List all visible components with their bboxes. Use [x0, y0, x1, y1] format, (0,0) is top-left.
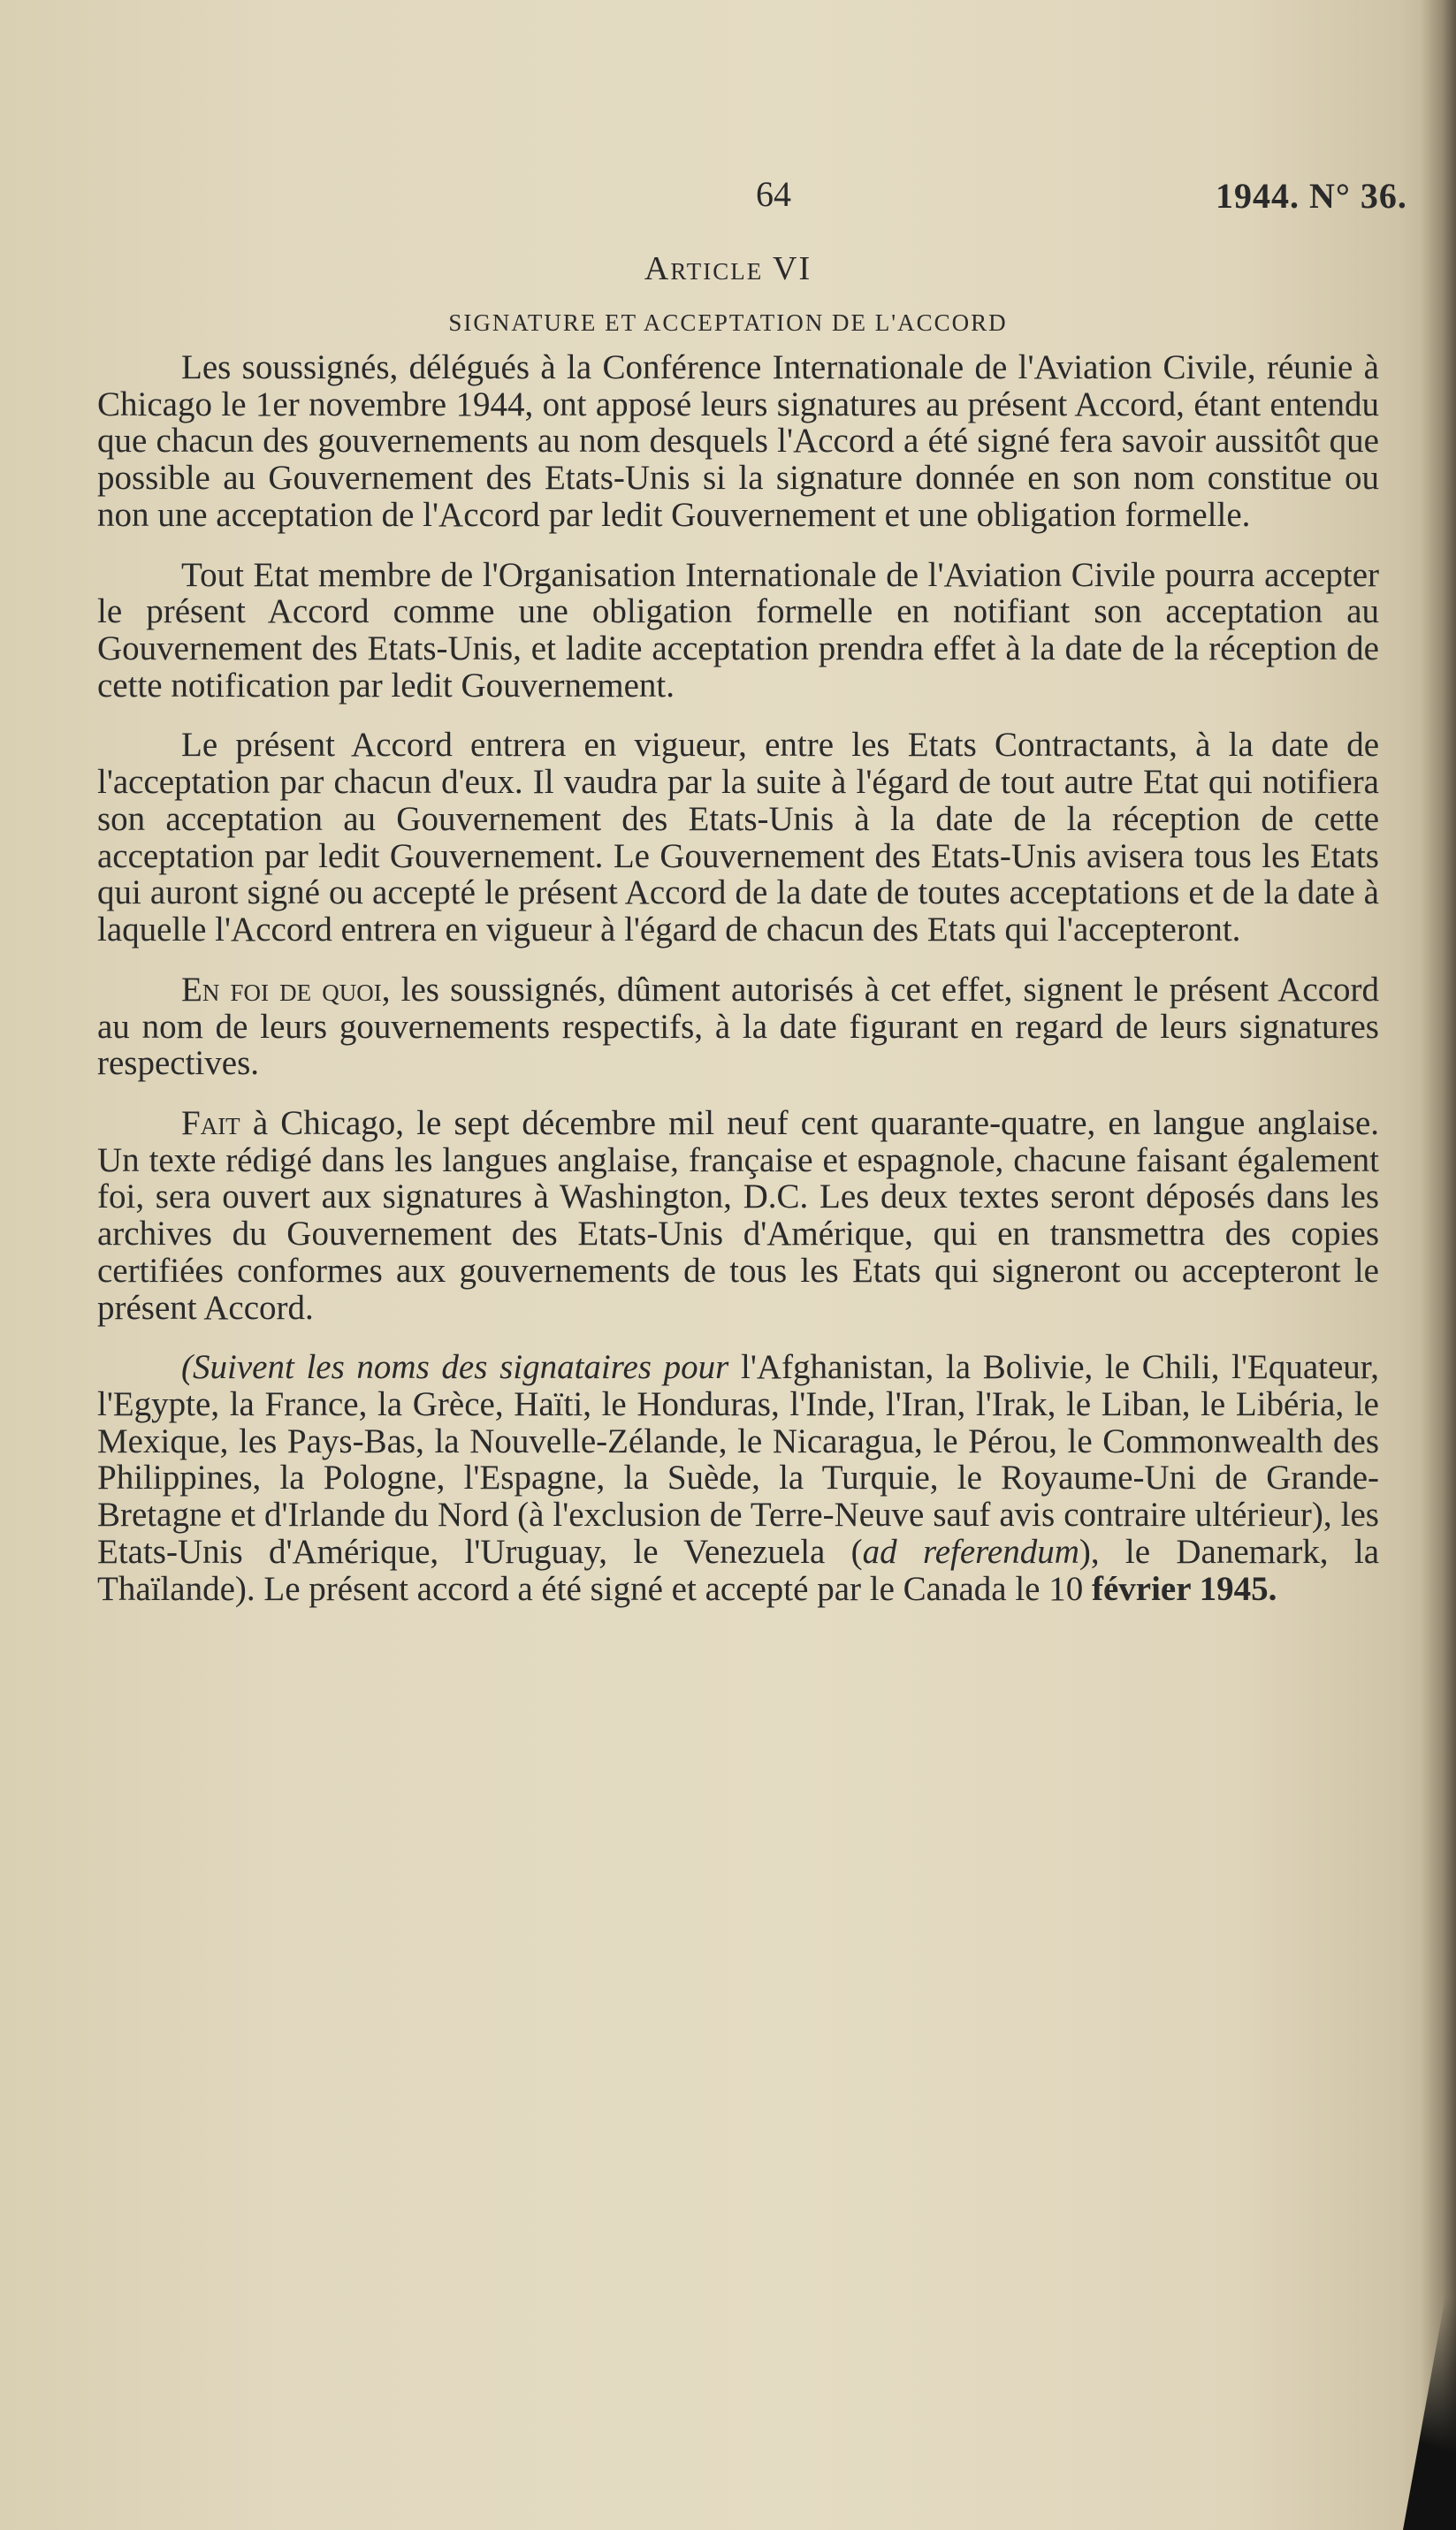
- acceptance-date: février 1945.: [1091, 1569, 1277, 1608]
- done-at-text: à Chicago, le sept décembre mil neuf cent quarante-quatre, en langue anglaise. Un texte rédigé dans les langues anglaise, française et espagnole, chacune faisant également foi, sera ouvert aux signatures à Washington, D.C. Les deux textes seront déposés dans les archives du Gouvernement des Etats-Unis d'Amérique, qui en transmettra des copies certifiées conformes aux gouvernements de tous les Etats qui signeront ou accepteront le présent Accord.: [97, 1103, 1379, 1327]
- paragraph-signatories: [97, 1349, 1379, 1607]
- done-at-lead: Fait: [181, 1103, 240, 1142]
- section-heading: SIGNATURE ET ACCEPTATION DE L'ACCORD: [448, 309, 1008, 336]
- paragraph-entry-into-force: Le présent Accord entrera en vigueur, entre les Etats Contractants, à la date de l'acceptation par chacun d'eux. Il vaudra par la suite à l'égard de tout autre Etat qui notifiera son acceptation au Gouvernement des Etats-Unis à la date de la réception de cette acceptation par ledit Gouvernement. Le Gouvernement des Etats-Unis avisera tous les Etats qui auront signé ou accepté le présent Accord de la date de toutes acceptations et de la date à laquelle l'Accord entrera en vigueur à l'égard de chacun des Etats qui l'accepteront.: [97, 726, 1379, 949]
- ad-referendum: ad referendum: [862, 1532, 1079, 1571]
- paragraph-in-witness: [97, 972, 1379, 1082]
- in-witness-text: les soussignés, dûment autorisés à cet effet, signent le présent Accord au nom de leurs gouvernements respectifs, à la date figurant en regard de leurs signatures respectives.: [97, 970, 1379, 1083]
- page-number: 64: [756, 174, 791, 214]
- paragraph-acceptance: Tout Etat membre de l'Organisation Internationale de l'Aviation Civile pourra accepter le présent Accord comme une obligation formelle en notifiant son acceptation au Gouvernement des Etats-Unis, et ladite acceptation prendra effet à la date de la réception de cette notification par ledit Gouvernement.: [97, 555, 1379, 705]
- signatories-closing: ), le Danemark, la Thaïlande). Le présent accord a été signé et accepté par le Canada le 10: [97, 1532, 1380, 1608]
- signatories-italic-lead: (Suivent les noms des signataires pour: [181, 1348, 729, 1387]
- year-and-document-number: 1944. N° 36.: [1216, 176, 1407, 216]
- page-header: [0, 168, 1456, 221]
- article-heading: Article VI: [644, 250, 812, 287]
- in-witness-lead: En foi de quoi,: [181, 970, 391, 1009]
- paragraph-done-at: [97, 1105, 1379, 1326]
- signatories-list: l'Afghanistan, la Bolivie, le Chili, l'Equateur, l'Egypte, la France, la Grèce, Haïti, le Honduras, l'Inde, l'Iran, l'Irak, le Liban, le Libéria, le Mexique, les Pays-Bas, la Nouvelle-Zélande, le Nicaragua, le Pérou, le Commonwealth des Philippines, la Pologne, l'Espagne, la Suède, la Turquie, le Royaume-Uni de Grande-Bretagne et d'Irlande du Nord (à l'exclusion de Terre-Neuve sauf avis contraire ultérieur), les Etats-Unis d'Amérique, l'Uruguay, le Venezuela (: [97, 1348, 1379, 1571]
- binding-shadow: [1421, 0, 1456, 2530]
- document-body: [97, 349, 1379, 1630]
- paragraph-signatures: Les soussignés, délégués à la Conférence Internationale de l'Aviation Civile, réunie à Chicago le 1er novembre 1944, ont apposé leurs signatures au présent Accord, étant entendu que chacun des gouvernements au nom desquels l'Accord a été signé fera savoir aussitôt que possible au Gouvernement des Etats-Unis si la signature donnée en son nom constitue ou non une acceptation de l'Accord par ledit Gouvernement et une obligation formelle.: [97, 348, 1379, 534]
